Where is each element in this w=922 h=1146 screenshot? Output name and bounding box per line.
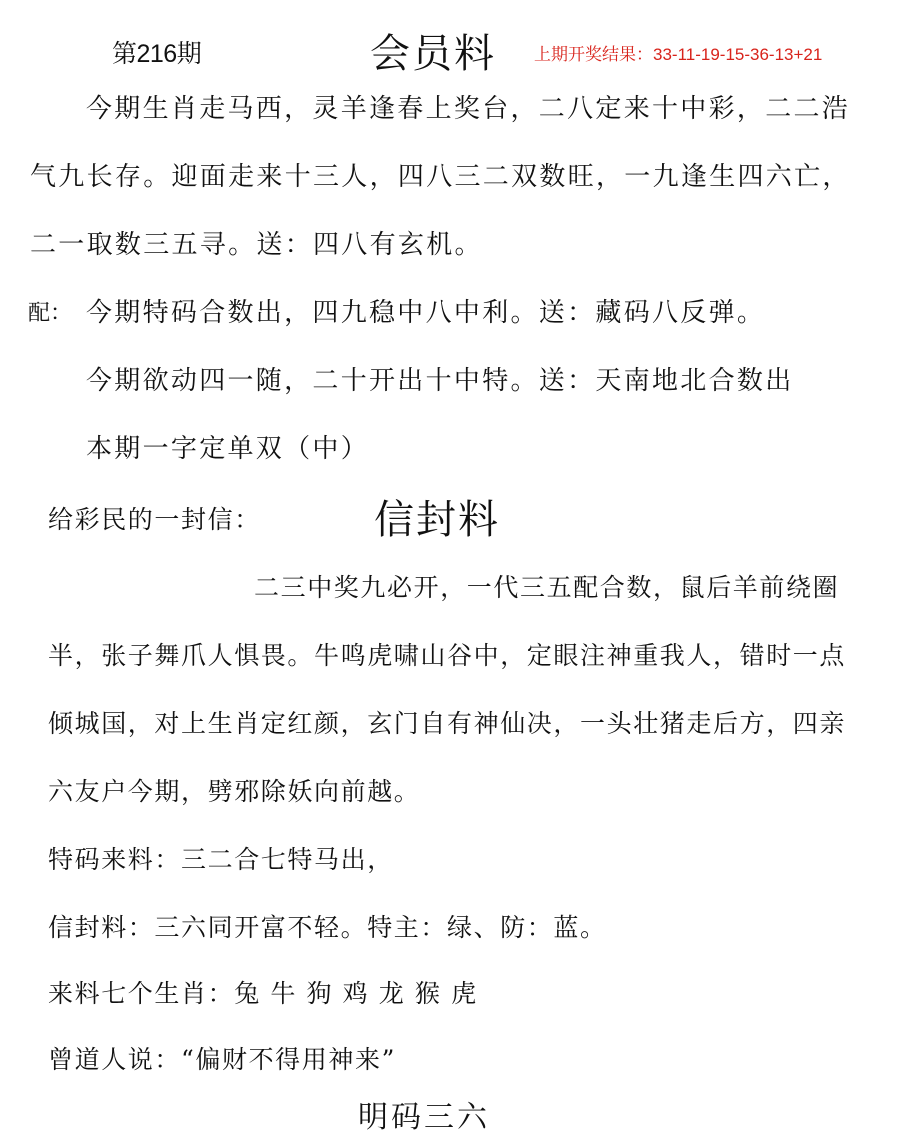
poem-line-3: 二一取数三五寻。送：四八有玄机。 xyxy=(30,230,483,260)
letter-title: 信封料 xyxy=(374,497,500,543)
last-result: 上期开奖结果：33-11-19-15-36-13+21 xyxy=(534,45,823,64)
page-title: 会员料 xyxy=(370,31,496,77)
letter-line-3: 倾城国，对上生肖定红颜，玄门自有神仙决，一头壮猪走后方，四亲 xyxy=(48,709,847,738)
poem-line-2: 气九长存。迎面走来十三人，四八三二双数旺，一九逢生四六亡， xyxy=(30,162,851,192)
zodiac-note: 来料七个生肖：兔 牛 狗 鸡 龙 猴 虎 xyxy=(48,979,478,1008)
pei-line-3: 本期一字定单双（中） xyxy=(86,434,370,464)
footer-title: 明码三六 xyxy=(358,1100,490,1135)
letter-intro: 给彩民的一封信： xyxy=(48,505,261,534)
tema-note: 特码来料：三二合七特马出， xyxy=(48,845,394,874)
letter-line-4: 六友户今期，劈邪除妖向前越。 xyxy=(48,777,421,806)
poem-line-1: 今期生肖走马西，灵羊逢春上奖台，二八定来十中彩，二二浩 xyxy=(86,94,851,124)
xinfeng-note: 信封料：三六同开富不轻。特主：绿、防：蓝。 xyxy=(48,913,607,942)
quote-note: 曾道人说：“偏财不得用神来” xyxy=(48,1045,396,1074)
issue-number: 第216期 xyxy=(112,40,202,68)
letter-line-1: 二三中奖九必开，一代三五配合数，鼠后羊前绕圈 xyxy=(254,573,840,602)
pei-line-1: 今期特码合数出，四九稳中八中利。送：藏码八反弹。 xyxy=(86,298,766,328)
pei-line-2: 今期欲动四一随，二十开出十中特。送：天南地北合数出 xyxy=(86,366,794,396)
pei-label: 配： xyxy=(28,301,73,326)
letter-line-2: 半，张子舞爪人惧畏。牛鸣虎啸山谷中，定眼注神重我人，错时一点 xyxy=(48,641,847,670)
